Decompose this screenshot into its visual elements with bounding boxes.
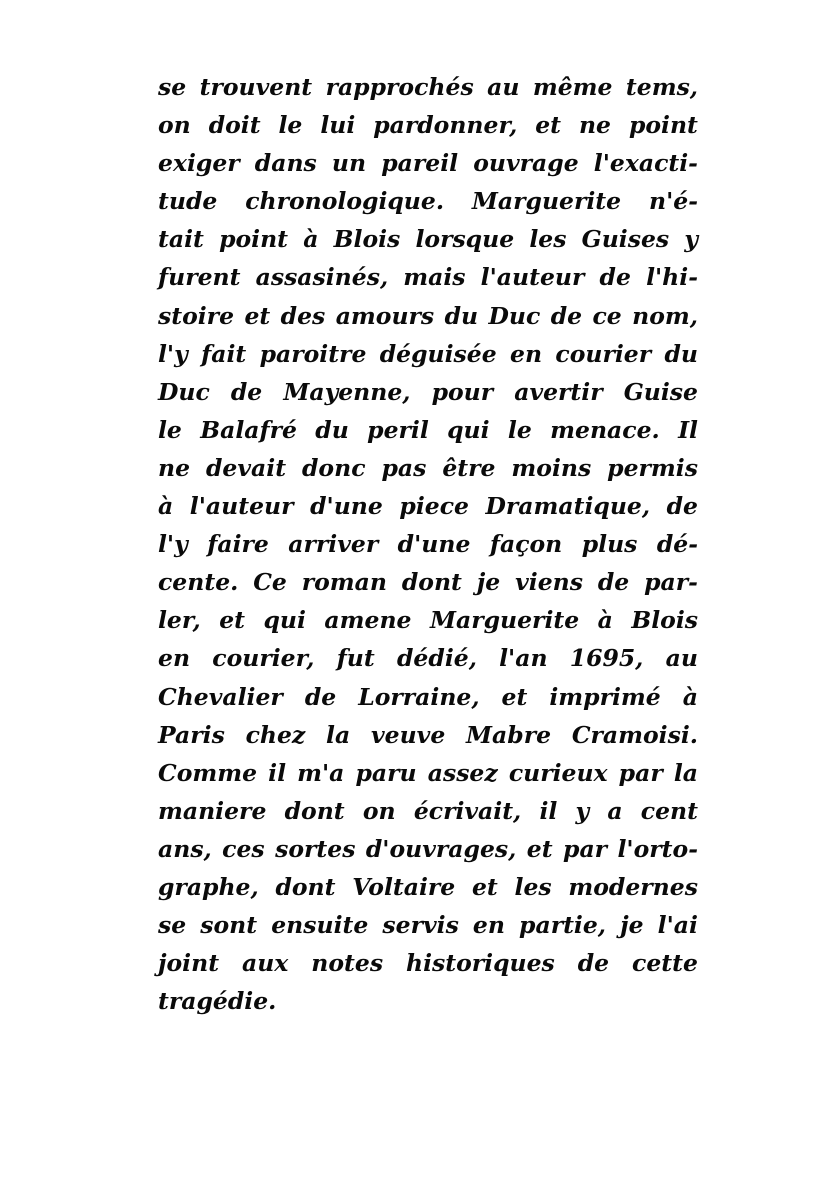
text-word: l'auteur xyxy=(189,492,294,521)
text-word: sont xyxy=(200,911,258,940)
text-word: déguisée xyxy=(379,339,497,368)
text-line xyxy=(158,220,698,258)
text-word: paroitre xyxy=(259,339,367,368)
text-word: trouvent xyxy=(199,73,313,101)
text-line xyxy=(158,639,698,677)
text-word: fait xyxy=(201,339,247,368)
text-word: cent xyxy=(640,796,698,825)
text-word: chronologique. xyxy=(245,187,445,216)
text-word: la xyxy=(326,720,351,749)
text-word: l'orto- xyxy=(617,834,698,863)
text-word: et xyxy=(219,606,246,635)
text-word: en xyxy=(510,339,543,368)
text-word: de xyxy=(550,301,583,330)
text-word: Duc xyxy=(488,301,541,330)
text-word: à xyxy=(303,225,319,254)
text-word: à xyxy=(158,492,174,521)
text-word: en xyxy=(472,911,505,940)
text-word: par- xyxy=(644,568,698,597)
text-word: piece xyxy=(399,492,469,521)
text-word: le xyxy=(278,111,303,140)
text-word: je xyxy=(476,568,501,597)
text-word: dé- xyxy=(656,530,698,559)
text-word: la xyxy=(673,758,698,787)
text-word: mais xyxy=(403,263,466,292)
text-line xyxy=(158,754,698,792)
text-word: imprimé xyxy=(549,682,661,711)
text-word: Il xyxy=(678,415,698,444)
text-word: le xyxy=(158,415,182,444)
text-word: historiques xyxy=(405,949,555,978)
text-word: ouvrage xyxy=(473,149,579,178)
text-word: permis xyxy=(607,453,698,482)
text-word: les xyxy=(514,872,552,901)
text-word: ensuite xyxy=(271,911,369,940)
text-word: veuve xyxy=(370,720,446,749)
text-line xyxy=(158,144,698,182)
text-word: nom, xyxy=(632,301,698,330)
text-word: Guise xyxy=(623,377,698,406)
text-word: Dramatique, xyxy=(485,492,651,521)
text-word: ne xyxy=(578,111,612,140)
text-word: n'é- xyxy=(649,187,698,216)
text-word: dédié, xyxy=(397,644,477,673)
text-word: lorsque xyxy=(415,225,515,254)
text-word: partie, xyxy=(519,911,606,940)
text-line xyxy=(158,411,698,449)
text-word: Marguerite xyxy=(429,606,580,635)
text-word: l'y xyxy=(158,339,188,368)
text-word: l'y xyxy=(158,530,188,559)
text-word: joint xyxy=(158,949,220,978)
text-word: tude xyxy=(158,187,218,216)
text-line xyxy=(158,678,698,716)
text-line xyxy=(158,373,698,411)
text-word: Blois xyxy=(333,225,401,254)
text-word: Chevalier xyxy=(158,682,283,711)
text-word: au xyxy=(665,644,698,673)
text-word: Guises xyxy=(581,225,670,254)
text-word: ces xyxy=(222,834,265,863)
text-word: l'an xyxy=(499,644,548,673)
text-line xyxy=(158,716,698,754)
text-word: tems, xyxy=(625,73,698,101)
text-word: pareil xyxy=(381,149,459,178)
text-word: modernes xyxy=(568,872,698,901)
text-word: menace. xyxy=(550,415,660,444)
text-word: tait xyxy=(158,225,204,254)
text-word: point xyxy=(219,225,289,254)
body-text xyxy=(158,68,698,1020)
text-word: de xyxy=(230,377,263,406)
text-word: courier, xyxy=(212,644,315,673)
text-word: cente. xyxy=(158,568,239,597)
text-word: par xyxy=(618,758,663,787)
text-word: graphe, xyxy=(158,872,259,901)
text-word: aux xyxy=(241,949,289,978)
text-word: et xyxy=(526,834,553,863)
text-word: exiger xyxy=(158,149,240,178)
text-line xyxy=(158,982,698,1020)
text-word: ler, xyxy=(158,606,201,635)
text-word: plus xyxy=(581,530,638,559)
text-word: point xyxy=(628,111,698,140)
text-word: sortes xyxy=(275,834,356,863)
text-line xyxy=(158,106,698,144)
text-word: assez xyxy=(427,758,498,787)
text-word: 1695, xyxy=(569,644,644,673)
text-word: même xyxy=(532,73,613,101)
text-word: furent xyxy=(158,263,241,292)
text-word: ce xyxy=(592,301,622,330)
text-word: maniere xyxy=(158,796,267,825)
text-word: on xyxy=(158,111,191,140)
text-word: Mayenne, xyxy=(283,377,411,406)
text-word: pas xyxy=(381,453,427,482)
text-word: l'exacti- xyxy=(593,149,698,178)
text-word: des xyxy=(280,301,326,330)
text-word: Paris xyxy=(158,720,225,749)
text-word: l'hi- xyxy=(646,263,698,292)
text-word: doit xyxy=(208,111,261,140)
text-word: pour xyxy=(431,377,494,406)
text-word: a xyxy=(607,796,623,825)
text-line xyxy=(158,335,698,373)
text-word: lui xyxy=(320,111,356,140)
text-word: d'une xyxy=(310,492,383,521)
text-word: et xyxy=(535,111,562,140)
text-word: dont xyxy=(275,872,336,901)
text-word: Comme xyxy=(158,758,258,787)
text-word: pardonner, xyxy=(373,111,518,140)
text-word: façon xyxy=(489,530,563,559)
text-line xyxy=(158,258,698,296)
text-word: Lorraine, xyxy=(358,682,480,711)
text-word: l'ai xyxy=(657,911,698,940)
text-word: du xyxy=(315,415,349,444)
text-word: de xyxy=(304,682,337,711)
text-line xyxy=(158,68,698,106)
text-word: les xyxy=(529,225,567,254)
text-word: ne xyxy=(158,453,191,482)
text-word: et xyxy=(244,301,271,330)
text-word: être xyxy=(442,453,496,482)
text-word: servis xyxy=(382,911,459,940)
text-word: il xyxy=(268,758,287,787)
text-word: dont xyxy=(284,796,345,825)
text-word: amours xyxy=(335,301,435,330)
text-word: l'auteur xyxy=(480,263,585,292)
text-word: un xyxy=(331,149,367,178)
text-word: d'une xyxy=(397,530,471,559)
text-word: Cramoisi. xyxy=(571,720,698,749)
text-line xyxy=(158,830,698,868)
text-word: m'a xyxy=(297,758,345,787)
text-word: faire xyxy=(207,530,269,559)
text-word: cette xyxy=(632,949,698,978)
text-word: Balafré xyxy=(200,415,297,444)
text-word: viens xyxy=(515,568,583,597)
text-line xyxy=(158,868,698,906)
text-line xyxy=(158,449,698,487)
text-word: de xyxy=(597,568,630,597)
text-word: dans xyxy=(254,149,317,178)
text-word: assasinés, xyxy=(255,263,389,292)
text-word: par xyxy=(563,834,608,863)
text-word: peril xyxy=(367,415,429,444)
text-word: et xyxy=(471,872,498,901)
text-line xyxy=(158,297,698,335)
text-word: de xyxy=(599,263,631,292)
text-line xyxy=(158,601,698,639)
text-word: du xyxy=(664,339,698,368)
text-word: je xyxy=(620,911,644,940)
text-word: courier xyxy=(555,339,652,368)
text-word: on xyxy=(362,796,396,825)
text-word: du xyxy=(444,301,479,330)
text-line xyxy=(158,182,698,220)
text-word: y xyxy=(575,796,590,825)
text-word: stoire xyxy=(158,301,235,330)
text-word: le xyxy=(507,415,532,444)
text-word: y xyxy=(684,225,698,254)
text-word: au xyxy=(487,73,520,101)
text-line xyxy=(158,487,698,525)
text-word: rapprochés xyxy=(325,73,474,101)
text-word: à xyxy=(597,606,613,635)
text-word: amene xyxy=(324,606,412,635)
text-word: qui xyxy=(263,606,306,635)
text-line xyxy=(158,792,698,830)
text-word: avertir xyxy=(514,377,603,406)
text-word: Marguerite xyxy=(471,187,622,216)
text-word: moins xyxy=(511,453,592,482)
text-word: à xyxy=(682,682,698,711)
text-word: Voltaire xyxy=(352,872,456,901)
text-word: chez xyxy=(245,720,306,749)
text-word: notes xyxy=(311,949,384,978)
text-word: d'ouvrages, xyxy=(365,834,517,863)
text-word: Duc xyxy=(158,377,210,406)
text-word: qui xyxy=(447,415,490,444)
text-word: devait xyxy=(206,453,287,482)
text-word: ans, xyxy=(158,834,212,863)
text-word: arriver xyxy=(288,530,379,559)
text-word: paru xyxy=(355,758,417,787)
text-word: tragédie. xyxy=(158,987,277,1016)
text-word: se xyxy=(158,73,187,101)
text-word: Blois xyxy=(631,606,698,635)
text-word: et xyxy=(501,682,528,711)
text-line xyxy=(158,944,698,982)
text-word: dont xyxy=(401,568,462,597)
text-word: il xyxy=(539,796,558,825)
text-word: curieux xyxy=(508,758,608,787)
text-word: Mabre xyxy=(466,720,552,749)
text-word: en xyxy=(158,644,191,673)
text-word: écrivait, xyxy=(413,796,522,825)
text-word: roman xyxy=(301,568,387,597)
text-line xyxy=(158,525,698,563)
text-word: fut xyxy=(336,644,375,673)
text-word: Ce xyxy=(253,568,287,597)
text-line xyxy=(158,563,698,601)
text-word: de xyxy=(577,949,610,978)
text-line xyxy=(158,906,698,944)
text-word: de xyxy=(666,492,698,521)
text-word: donc xyxy=(302,453,366,482)
text-word: se xyxy=(158,911,187,940)
